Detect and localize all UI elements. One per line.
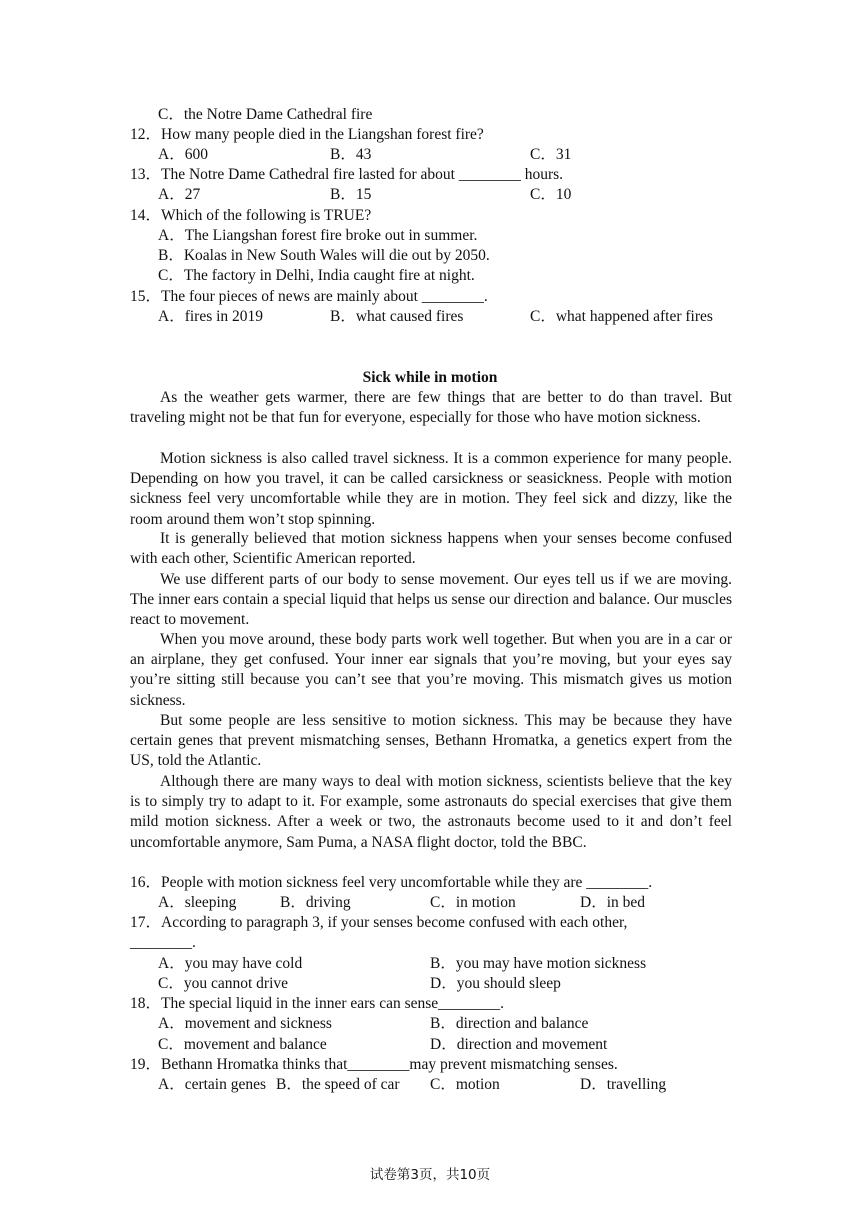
passage-paragraph-4: We use different parts of our body to sense movement. Our eyes tell us if we are moving. The inner ears contain a special liquid that helps us sense our direction and balance. Our muscles react to movement. [130, 571, 732, 629]
q16-option-a: A．sleeping [158, 894, 237, 911]
q17-question: 17．According to paragraph 3, if your senses become confused with each other, [130, 914, 628, 931]
q16-question: 16．People with motion sickness feel very uncomfortable while they are ________. [130, 874, 653, 891]
q12-option-a: A．600 [158, 146, 208, 163]
q14-option-c: C．The factory in Delhi, India caught fire at night. [158, 267, 475, 284]
passage-paragraph-7: Although there are many ways to deal with motion sickness, scientists believe that the key is to simply try to adapt to it. For example, some astronauts do special exercises that give them mild motion sickness. After a week or two, the astronauts become used to it and don’t feel uncomfortable anymore, Sam Puma, a NASA flight doctor, told the BBC. [130, 773, 732, 851]
q13-question: 13．The Notre Dame Cathedral fire lasted for about ________ hours. [130, 166, 564, 183]
q15-question: 15．The four pieces of news are mainly about ________. [130, 288, 488, 305]
q14-question: 14．Which of the following is TRUE? [130, 207, 372, 224]
q15-option-c: C．what happened after fires [530, 308, 713, 325]
q12-question: 12．How many people died in the Liangshan forest fire? [130, 126, 484, 143]
q18-option-a: A．movement and sickness [158, 1015, 332, 1032]
q14-option-b: B．Koalas in New South Wales will die out by 2050. [158, 247, 490, 264]
q17-option-b: B．you may have motion sickness [430, 955, 647, 972]
page-footer: 试卷第3页，共10页 [369, 1167, 491, 1183]
q12-option-b: B．43 [330, 146, 372, 163]
q14-option-a: A．The Liangshan forest fire broke out in summer. [158, 227, 478, 244]
q18-question: 18．The special liquid in the inner ears can sense________. [130, 995, 505, 1012]
passage-title: Sick while in motion [362, 369, 498, 386]
q16-option-c: C．in motion [430, 894, 516, 911]
q19-question: 19．Bethann Hromatka thinks that________may prevent mismatching senses. [130, 1056, 618, 1073]
passage-paragraph-3: It is generally believed that motion sickness happens when your senses become confused with each other, Scientific American reported. [130, 530, 732, 568]
q19-option-b: B．the speed of car [276, 1076, 400, 1093]
q19-option-c: C．motion [430, 1076, 500, 1093]
q17-option-d: D．you should sleep [430, 975, 561, 992]
q13-option-c: C．10 [530, 186, 572, 203]
q13-option-a: A．27 [158, 186, 201, 203]
q17-question-cont: ________. [130, 934, 196, 951]
q12-option-c: C．31 [530, 146, 572, 163]
passage-paragraph-1: As the weather gets warmer, there are few things that are better to do than travel. But traveling might not be that fun for everyone, especially for those who have motion sickness. [130, 389, 732, 427]
passage-paragraph-5: When you move around, these body parts work well together. But when you are in a car or an airplane, they get confused. Your inner ear signals that you’re moving, but your eyes say you’re sitting still because you can’t see that you’re moving. This mismatch gives us motion sickness. [130, 631, 732, 709]
passage-paragraph-2: Motion sickness is also called travel sickness. It is a common experience for many people. Depending on how you travel, it can be called carsickness or seasickness. People with motion sickness feel very uncomfortable while they are in motion. They feel sick and dizzy, like the room around them won’t stop spinning. [130, 450, 732, 528]
q19-option-a: A．certain genes [158, 1076, 267, 1093]
q15-option-b: B．what caused fires [330, 308, 464, 325]
q18-option-d: D．direction and movement [430, 1036, 608, 1053]
q16-option-d: D．in bed [580, 894, 646, 911]
q17-option-c: C．you cannot drive [158, 975, 289, 992]
q18-option-c: C．movement and balance [158, 1036, 327, 1053]
q17-option-a: A．you may have cold [158, 955, 303, 972]
q13-option-b: B．15 [330, 186, 372, 203]
q15-option-a: A．fires in 2019 [158, 308, 264, 325]
q11-option-c: C．the Notre Dame Cathedral fire [158, 106, 373, 123]
q19-option-d: D．travelling [580, 1076, 667, 1093]
passage-paragraph-6: But some people are less sensitive to motion sickness. This may be because they have certain genes that prevent mismatching senses, Bethann Hromatka, a genetics expert from the US, told the Atlantic. [130, 712, 732, 770]
q18-option-b: B．direction and balance [430, 1015, 589, 1032]
q16-option-b: B．driving [280, 894, 351, 911]
